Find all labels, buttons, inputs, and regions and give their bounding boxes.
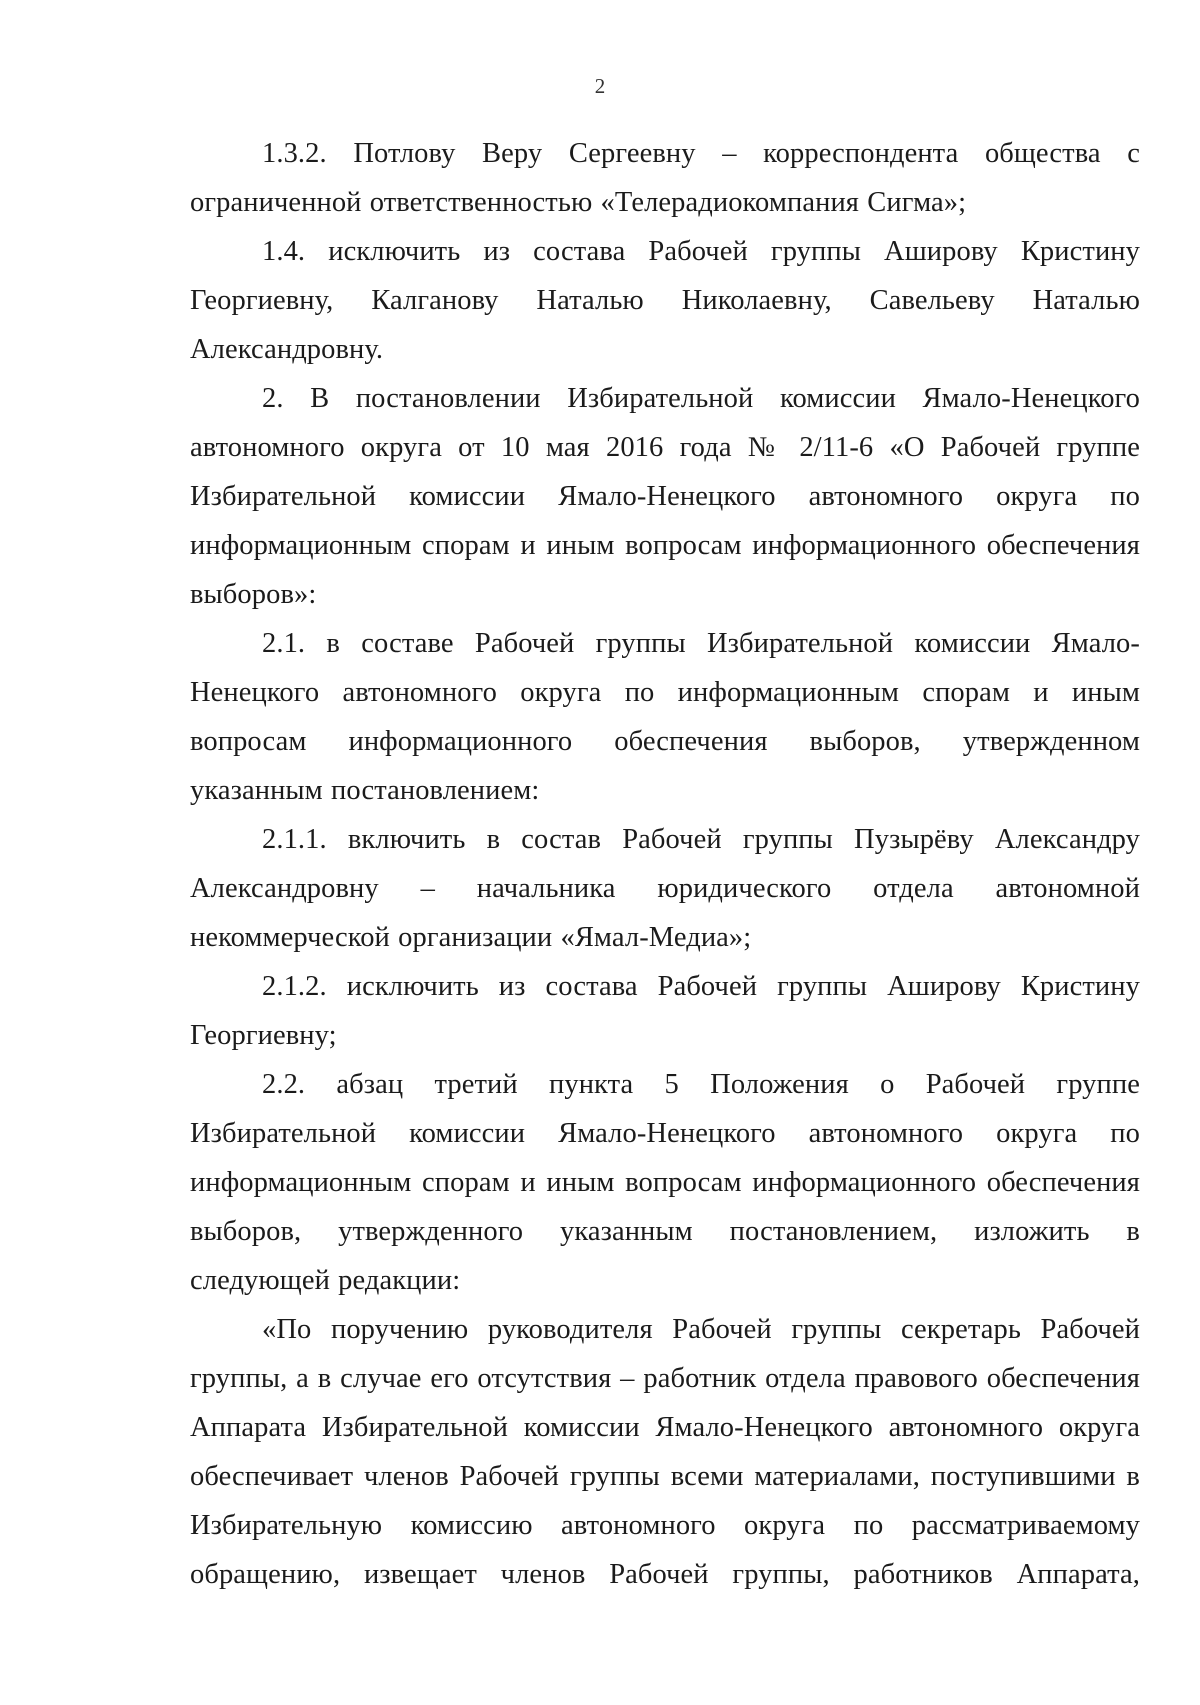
paragraph-2-1-1: 2.1.1. включить в состав Рабочей группы Пузырёву Александру Александровну – начальника юридического отдела автономной некоммерческой организации «Ямал-Медиа»; — [190, 824, 1140, 953]
document-body — [190, 129, 1140, 1599]
paragraph-2-1-2: 2.1.2. исключить из состава Рабочей группы Аширову Кристину Георгиевну; — [190, 971, 1140, 1051]
page-number: 2 — [594, 74, 606, 98]
paragraph-2-1: 2.1. в составе Рабочей группы Избирательной комиссии Ямало-Ненецкого автономного округа по информационным спорам и иным вопросам информационного обеспечения выборов, утвержденном указанным постановлением: — [190, 628, 1140, 806]
paragraph-1-4: 1.4. исключить из состава Рабочей группы Аширову Кристину Георгиевну, Калганову Наталью Николаевну, Савельеву Наталью Александровну. — [190, 236, 1140, 365]
paragraph-1-3-2: 1.3.2. Потлову Веру Сергеевну – корреспондента общества с ограниченной ответственностью «Телерадиокомпания Сигма»; — [190, 138, 1140, 218]
paragraph-2: 2. В постановлении Избирательной комиссии Ямало-Ненецкого автономного округа от 10 мая 2016 года № 2/11-6 «О Рабочей группе Избирательной комиссии Ямало-Ненецкого автономного округа по информационным спорам и иным вопросам информационного обеспечения выборов»: — [190, 383, 1140, 610]
paragraph-2-2: 2.2. абзац третий пункта 5 Положения о Рабочей группе Избирательной комиссии Ямало-Ненецкого автономного округа по информационным спорам и иным вопросам информационного обеспечения выборов, утвержденного указанным постановлением, изложить в следующей редакции: — [190, 1069, 1140, 1296]
paragraph-quote: «По поручению руководителя Рабочей группы секретарь Рабочей группы, а в случае его отсутствия – работник отдела правового обеспечения Аппарата Избирательной комиссии Ямало-Ненецкого автономного округа обеспечивает членов Рабочей группы всеми материалами, поступившими в Избирательную комиссию автономного округа по рассматриваемому обращению, извещает членов Рабочей группы, работников Аппарата, — [190, 1314, 1140, 1590]
